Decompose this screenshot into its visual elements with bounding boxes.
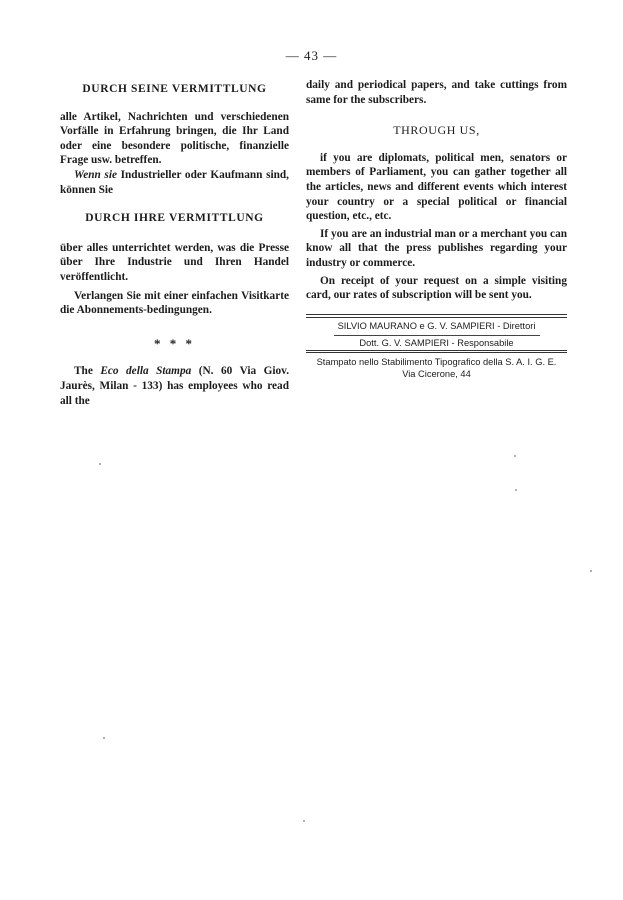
imprint-directors: SILVIO MAURANO e G. V. SAMPIERI - Direttori: [337, 320, 536, 331]
paragraph-daily-periodical: daily and periodical papers, and take cuttings from same for the subscribers.: [306, 79, 567, 106]
scan-speck: [514, 455, 516, 457]
paragraph-diplomats: if you are diplomats, political men, senators or members of Parliament, you can gather together all the articles, news and different events which interest your country or a special political or financial question, etc., etc.: [306, 151, 567, 223]
imprint-printer-line-1: Stampato nello Stabilimento Tipografico della S. A. I. G. E.: [316, 356, 557, 367]
paragraph-eco-della-stampa: [60, 364, 289, 408]
section-separator-stars: * * *: [154, 335, 195, 351]
imprint-responsible: Dott. G. V. SAMPIERI - Responsabile: [359, 337, 514, 348]
heading-through-us: THROUGH US,: [393, 123, 480, 138]
paragraph-wenn-sie: [60, 168, 289, 197]
heading-durch-ihre-vermittlung: DURCH IHRE VERMITTLUNG: [85, 212, 264, 225]
right-column: [306, 79, 567, 380]
paragraph-wenn-sie-text: Industrieller oder Kaufmann sind, können Sie: [60, 168, 289, 196]
paragraph-industrial-man: If you are an industrial man or a merchant you can know all that the press publishes regarding your industry or commerce.: [306, 227, 567, 269]
scan-speck: [103, 737, 105, 739]
eco-intro: The: [74, 365, 93, 378]
scan-speck: [99, 463, 101, 465]
paragraph-on-receipt: On receipt of your request on a simple visiting card, our rates of subscription will be sent you.: [306, 274, 567, 302]
heading-durch-seine-vermittlung: DURCH SEINE VERMITTLUNG: [82, 83, 267, 95]
scan-speck: [515, 489, 517, 491]
italic-wenn-sie: Wenn sie: [74, 168, 117, 181]
scan-speck: [303, 820, 305, 822]
page-number: — 43 —: [285, 48, 338, 63]
left-column: [60, 82, 289, 408]
imprint-printer-line-2: Via Cicerone, 44: [402, 368, 471, 379]
imprint-divider: [334, 335, 540, 336]
paragraph-verlangen: Verlangen Sie mit einer einfachen Visitkarte die Abonnements-bedingungen.: [60, 289, 289, 317]
eco-della-stampa-title: Eco della Stampa: [100, 365, 192, 378]
imprint-top-rule: [306, 314, 567, 318]
scan-speck: [590, 570, 592, 572]
paragraph-ueber-alles: über alles unterrichtet werden, was die Presse über Ihre Industrie und Ihren Handel veröffentlicht.: [60, 241, 289, 283]
imprint-middle-rule: [306, 350, 567, 353]
eco-address-text: (N. 60 Via Giov. Jaurès, Milan - 133) has employees who read all the: [60, 365, 290, 407]
paragraph-artikel: alle Artikel, Nachrichten und verschiedenen Vorfälle in Erfahrung bringen, die Ihr Land oder eine besondere politische, finanzielle Frage usw. betreffen.: [60, 110, 289, 167]
